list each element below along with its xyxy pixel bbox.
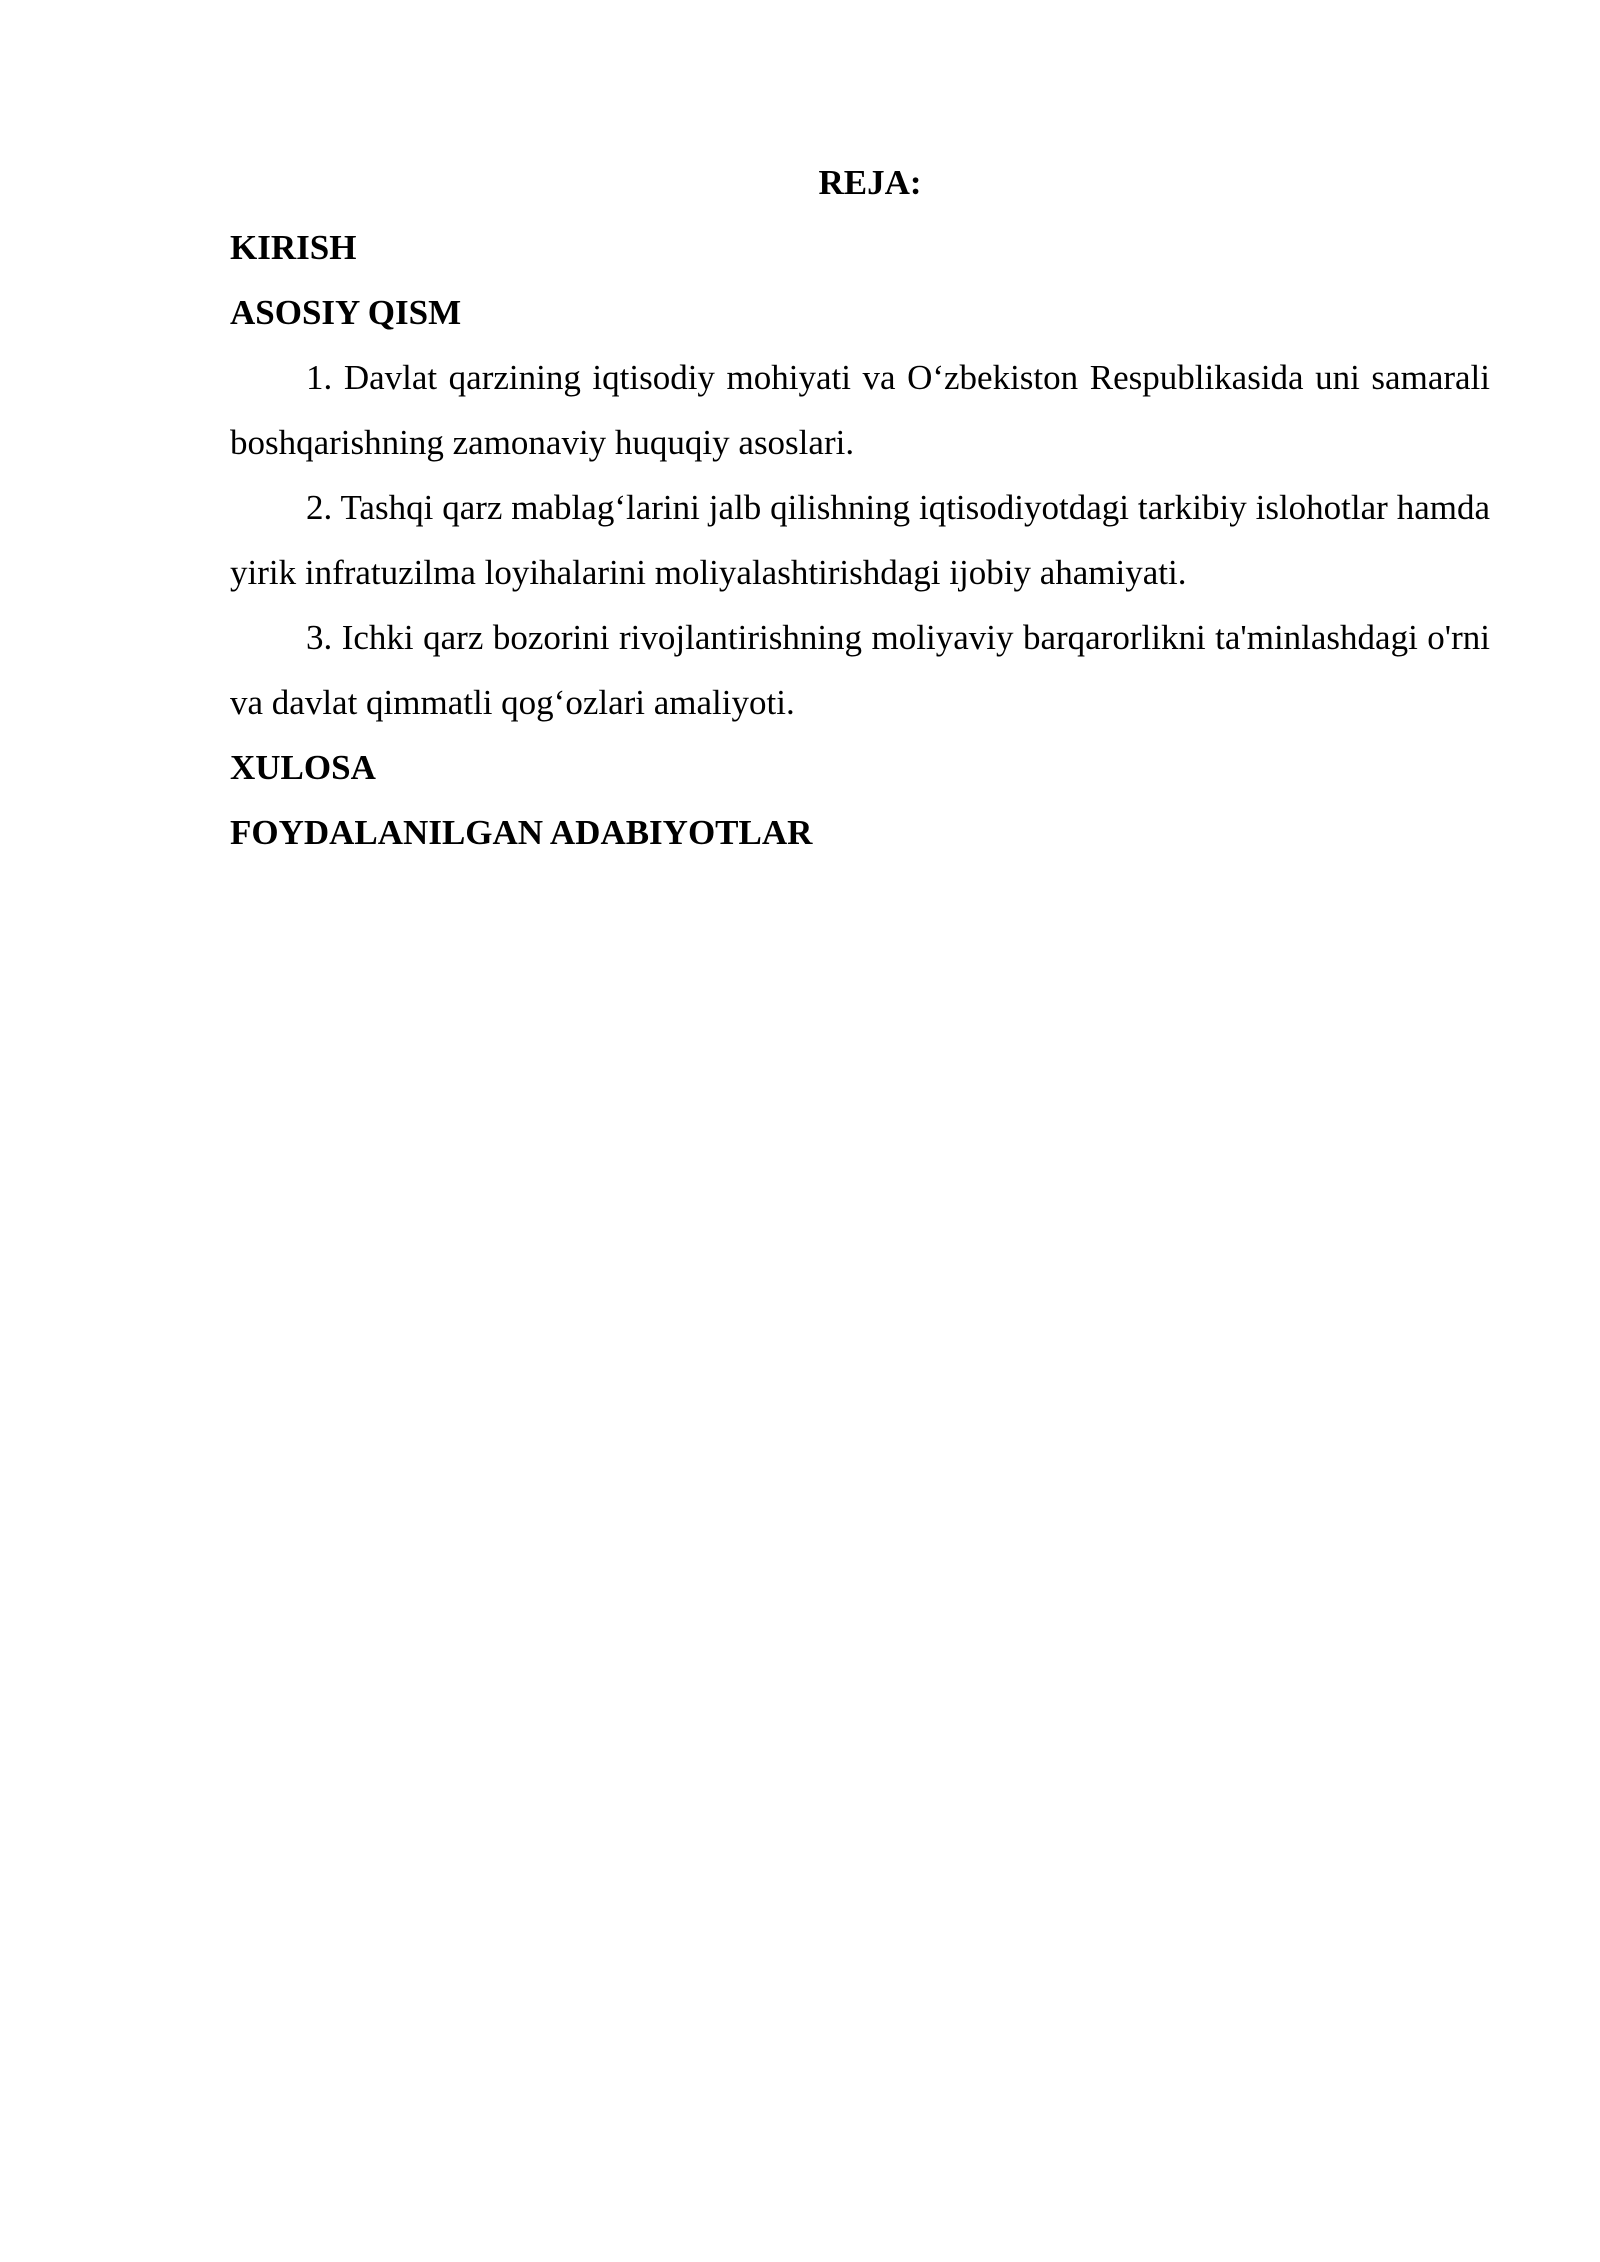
plan-item-3: 3. Ichki qarz bozorini rivojlantirishning moliyaviy barqarorlikni ta'minlashdagi o'rni va davlat qimmatli qog‘ozlari amaliyoti. [230, 618, 1490, 722]
plan-title: REJA: [818, 163, 922, 202]
section-intro: KIRISH [230, 228, 357, 267]
section-conclusion: XULOSA [230, 748, 376, 787]
plan-content [230, 150, 1490, 865]
plan-item-1: 1. Davlat qarzining iqtisodiy mohiyati va O‘zbekiston Respublikasida uni samarali boshqarishning zamonaviy huquqiy asoslari. [230, 358, 1490, 462]
section-main: ASOSIY QISM [230, 293, 462, 332]
plan-item-2: 2. Tashqi qarz mablag‘larini jalb qilishning iqtisodiyotdagi tarkibiy islohotlar hamda yirik infratuzilma loyihalarini moliyalashtirishdagi ijobiy ahamiyati. [230, 488, 1490, 592]
section-references: FOYDALANILGAN ADABIYOTLAR [230, 813, 813, 852]
